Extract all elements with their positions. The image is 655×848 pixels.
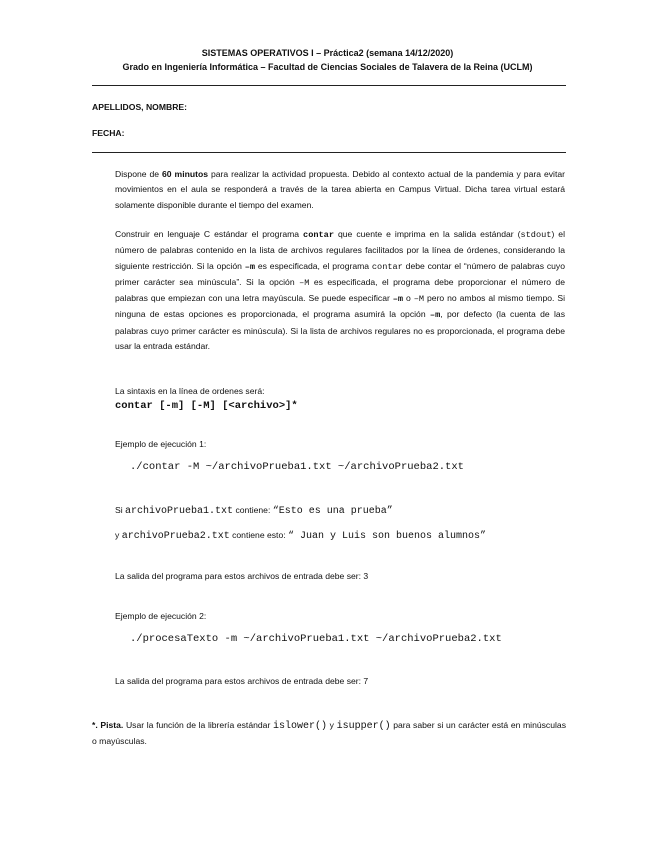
example2-label: Ejemplo de ejecución 2: [115,611,207,621]
option-m: –m [429,310,441,321]
stdout-code: stdout [520,230,552,240]
islower-function: islower() [272,721,327,732]
header-divider [92,85,566,86]
file1-content: “Esto es una prueba” [272,506,393,517]
example1-file1-line [115,505,393,517]
syntax-label: La sintaxis en la línea de ordenes será: [115,386,265,396]
task-text: Construir en lenguaje C estándar el programa [115,229,304,239]
date-label: FECHA: [92,128,125,138]
file-line-text: y [115,530,122,540]
program-name: contar [371,261,403,272]
time-limit: 60 minutos [162,169,208,179]
hint-star: *. [92,720,98,730]
hint-text: y [326,720,337,730]
task-text: debe contar el “número de palabras cuyo primer carácter sea minúscula”. Si la opción [115,260,565,287]
option-M: –M [413,294,425,305]
header-degree: Grado en Ingeniería Informática – Facultad de Ciencias Sociales de Talavera de la Reina (UCLM) [122,62,533,72]
example2-result: La salida del programa para estos archivos de entrada debe ser: 7 [115,676,369,686]
task-text: es especificada, el programa debe proporcionar el número de palabras que empiezan con una letra mayúscula. Se puede especificar [115,276,565,304]
task-text: o [403,293,414,304]
hint-title: Pista. [97,720,124,730]
syntax-command: contar [-m] [-M] [<archivo>]* [115,400,298,412]
task-paragraph [115,227,565,354]
example2-command: ./procesaTexto -m ~/archivoPrueba1.txt ~/archivoPrueba2.txt [130,633,502,645]
intro-text: Dispone de [115,169,163,179]
file1-name: archivoPrueba1.txt [125,506,234,517]
file-line-text: Si [115,505,126,515]
fields-divider [92,152,566,153]
name-label: APELLIDOS, NOMBRE: [92,102,188,112]
hint-text: Usar la función de la librería estándar [123,720,273,730]
intro-text: para realizar la actividad propuesta. Debido al contexto actual de la pandemia y para evitar movimientos en el aula se responderá a través de la tarea abierta en Campus Virtual. Dicha tarea virtual estará solamente disponible durante el tiempo del examen. [115,169,565,210]
option-M: –M [299,277,310,288]
option-m: –m [392,294,404,305]
file-line-text: contiene esto: [229,530,289,540]
example1-file2-line [115,530,486,542]
isupper-function: isupper() [336,721,391,732]
program-name: contar [303,230,334,240]
file2-content: “ Juan y Luis son buenos alumnos” [288,531,487,542]
example1-result: La salida del programa para estos archivos de entrada debe ser: 3 [115,571,369,581]
header-course-title: SISTEMAS OPERATIVOS I – Práctica2 (semana 14/12/2020) [201,48,454,58]
option-m: –m [244,261,256,272]
example1-label: Ejemplo de ejecución 1: [115,439,207,449]
task-text: ) el número de palabras contenido en la lista de archivos regulares facilitados por la línea de órdenes, considerando la siguiente restricción. Si la opción [115,229,565,271]
task-text: pero no ambos al mismo tiempo. Si ninguna de estas opciones es proporcionada, el programa asumirá la opción [115,293,565,320]
example1-command: ./contar -M ~/archivoPrueba1.txt ~/archivoPrueba2.txt [130,461,464,473]
hint-paragraph [92,718,566,750]
task-text: que cuente e imprima en la salida estándar ( [334,229,521,239]
intro-paragraph [115,167,565,213]
hint-text: para saber si un carácter está en minúsculas o mayúsculas. [92,720,566,747]
task-text: , por defecto (la cuenta de las palabras cuyo primer carácter es minúscula). Si la lista de archivos regulares no es proporcionada, el programa debe usar la entrada estándar. [115,309,565,352]
task-text: es especificada, el programa [255,260,372,271]
file-line-text: contiene: [233,505,273,515]
file2-name: archivoPrueba2.txt [121,531,230,542]
